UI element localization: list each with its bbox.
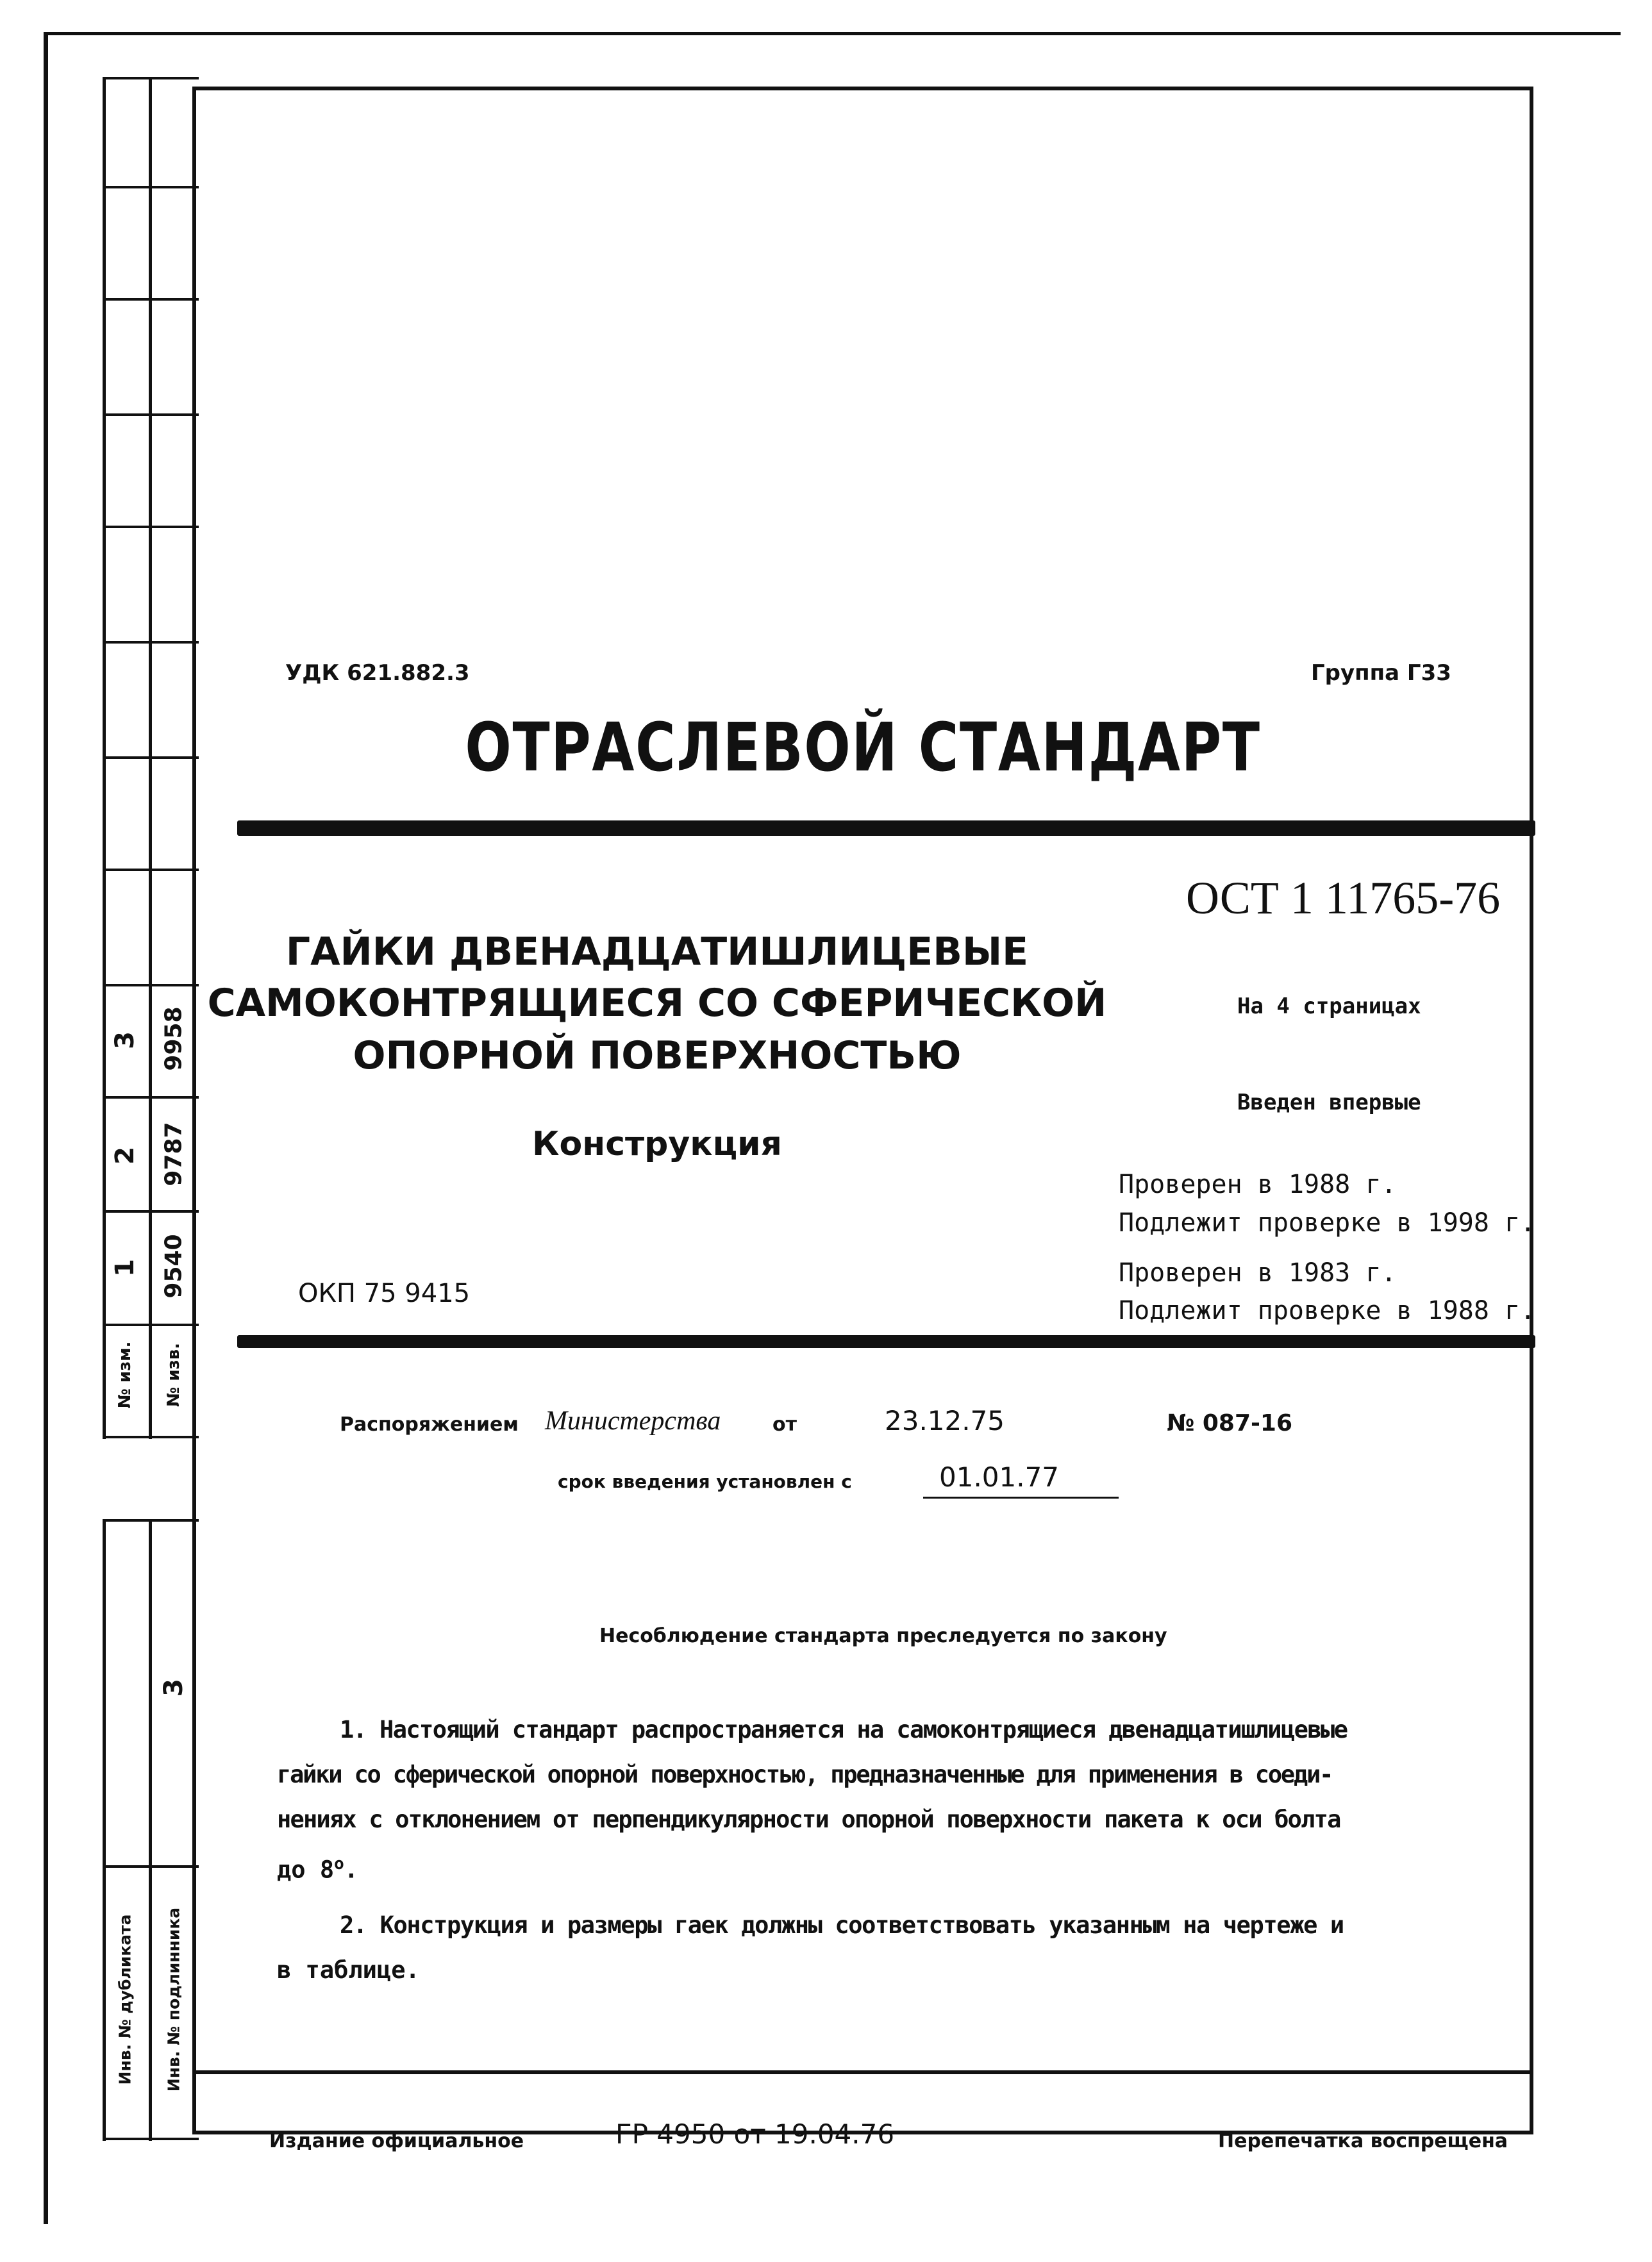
page-left-border xyxy=(44,32,48,2224)
notice-number-2: 9787 xyxy=(160,1122,187,1186)
change-number-3: 3 xyxy=(110,1031,140,1049)
pages-count: На 4 страницах xyxy=(1237,994,1421,1019)
paragraph-1-line-1: 1. Настоящий стандарт распространяется на самоконтрящиеся двенадцатишлицевые xyxy=(340,1716,1347,1743)
checked-1988: Проверен в 1988 г. xyxy=(1119,1170,1397,1199)
duplicate-inventory-label: Инв. № дубликата xyxy=(115,1914,135,2085)
standard-name-line3: ОПОРНОЙ ПОВЕРХНОСТЬЮ xyxy=(353,1033,962,1078)
group-code: Группа Г33 xyxy=(1311,660,1451,686)
paragraph-1-end: . xyxy=(344,1856,359,1884)
order-date: 23.12.75 xyxy=(885,1405,1005,1436)
paragraph-1-line-4-text: до 8 xyxy=(277,1856,335,1884)
notice-number-1: 9540 xyxy=(160,1234,187,1299)
next-check-1988: Подлежит проверке в 1988 г. xyxy=(1119,1296,1536,1326)
change-number-2: 2 xyxy=(110,1147,140,1165)
standard-name-line1: ГАЙКИ ДВЕНАДЦАТИШЛИЦЕВЫЕ xyxy=(285,929,1029,974)
next-check-1998: Подлежит проверке в 1998 г. xyxy=(1119,1208,1536,1238)
paragraph-1-line-4 xyxy=(277,1854,359,1884)
standard-number: ОСТ 1 11765-76 xyxy=(1186,872,1501,924)
standard-subtitle: Конструкция xyxy=(532,1125,782,1163)
effective-date-label: срок введения установлен с xyxy=(558,1471,852,1492)
original-inventory-label: Инв. № подлинника xyxy=(164,1907,183,2092)
law-warning: Несоблюдение стандарта преследуется по закону xyxy=(599,1625,1167,1647)
degree-sign: о xyxy=(334,1854,344,1874)
introduced-note: Введен впервые xyxy=(1237,1090,1421,1115)
effective-date-underline xyxy=(923,1497,1119,1499)
paragraph-2-line-2: в таблице. xyxy=(277,1956,420,1984)
reprint-prohibited: Перепечатка воспрещена xyxy=(1218,2130,1508,2152)
order-label: Распоряжением xyxy=(340,1413,519,1436)
okp-code: ОКП 75 9415 xyxy=(298,1279,471,1308)
document-type-title: ОТРАСЛЕВОЙ СТАНДАРТ xyxy=(465,708,1261,786)
change-number-label: № изм. xyxy=(115,1341,135,1409)
order-issuer: Министерства xyxy=(545,1406,721,1436)
paragraph-1-line-2: гайки со сферической опорной поверхностью, предназначенные для применения в соеди- xyxy=(277,1761,1333,1788)
order-number: № 087-16 xyxy=(1167,1410,1293,1436)
official-edition: Издание официальное xyxy=(269,2130,524,2152)
lower-cell-value: 3 xyxy=(159,1679,188,1697)
paragraph-1-line-3: нениях с отклонением от перпендикулярности опорной поверхности пакета к оси болта xyxy=(277,1806,1340,1833)
page-top-border xyxy=(44,32,1621,35)
margin-strip xyxy=(103,77,199,2141)
header-rule xyxy=(237,820,1535,836)
info-rule xyxy=(237,1335,1535,1348)
standard-name-line2: САМОКОНТРЯЩИЕСЯ СО СФЕРИЧЕСКОЙ xyxy=(207,981,1107,1026)
paragraph-2-line-1: 2. Конструкция и размеры гаек должны соответствовать указанным на чертеже и xyxy=(340,1911,1344,1939)
checked-1983: Проверен в 1983 г. xyxy=(1119,1258,1397,1288)
udk-code: УДК 621.882.3 xyxy=(285,660,470,686)
notice-number-label: № изв. xyxy=(164,1343,183,1407)
footer-rule xyxy=(192,2070,1533,2074)
effective-date: 01.01.77 xyxy=(939,1461,1060,1493)
change-number-1: 1 xyxy=(110,1259,140,1277)
notice-number-3: 9958 xyxy=(160,1006,187,1071)
order-from: от xyxy=(772,1413,797,1436)
registration-number: ГР 4950 от 19.04.76 xyxy=(615,2118,895,2150)
